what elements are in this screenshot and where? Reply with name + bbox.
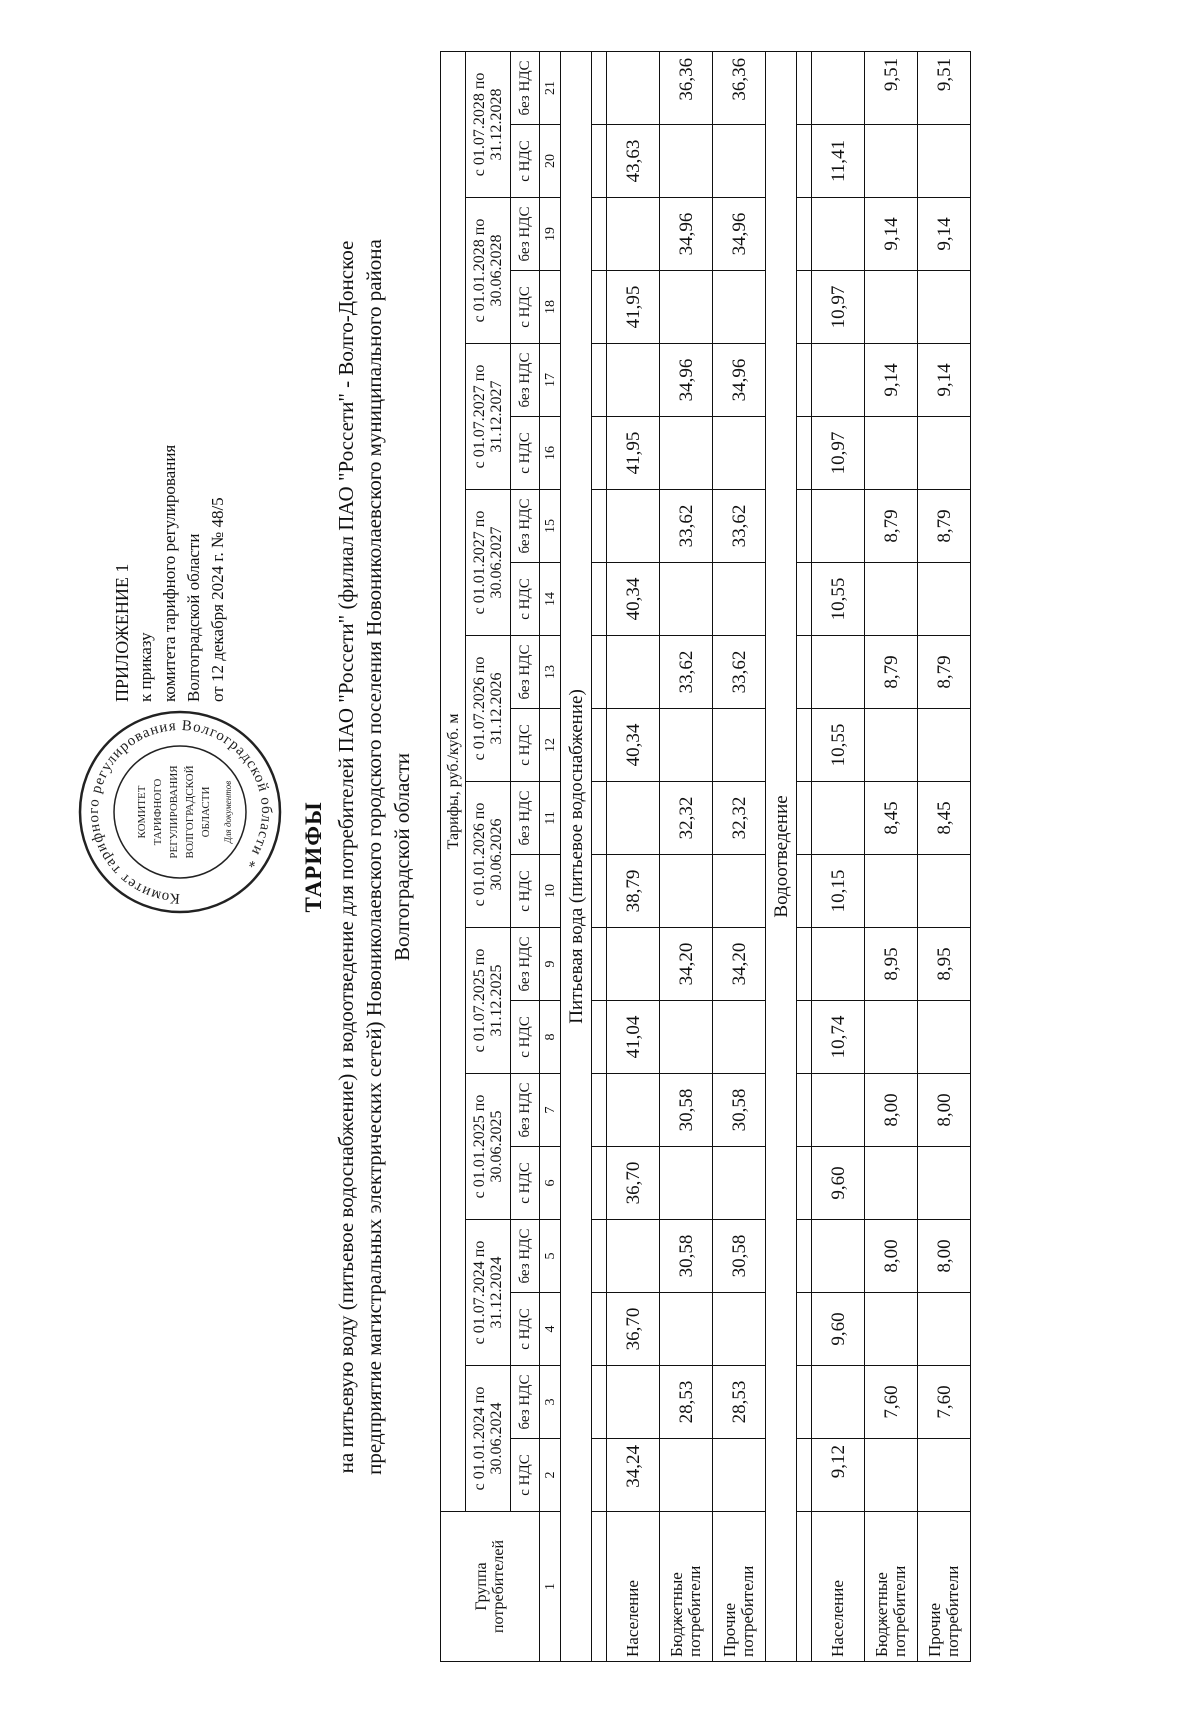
empty-cell — [797, 709, 812, 782]
tariff-value-cell — [918, 1147, 971, 1220]
empty-cell — [797, 271, 812, 344]
tariff-value-cell — [607, 928, 660, 1001]
empty-cell — [797, 1220, 812, 1293]
empty-cell — [592, 490, 607, 563]
column-number: 18 — [540, 271, 561, 344]
tariff-value-cell: 8,00 — [918, 1074, 971, 1147]
tariff-value-cell: 34,20 — [660, 928, 713, 1001]
section-row — [561, 51, 592, 1661]
tariff-value-cell: 28,53 — [713, 1366, 766, 1439]
header-row-numbers — [540, 51, 561, 1661]
tariff-value-cell — [660, 563, 713, 636]
without-vat-header: без НДС — [511, 1074, 540, 1147]
period-header: с 01.07.2024 по 31.12.2024 — [466, 1220, 511, 1366]
tariff-value-cell — [918, 1001, 971, 1074]
tariff-value-cell: 36,70 — [607, 1293, 660, 1366]
empty-cell — [592, 125, 607, 198]
tariff-value-cell — [660, 1293, 713, 1366]
tariff-value-cell — [713, 563, 766, 636]
tariff-value-cell — [713, 271, 766, 344]
tariff-value-cell: 8,79 — [865, 636, 918, 709]
empty-cell — [592, 1074, 607, 1147]
tariff-value-cell — [607, 782, 660, 855]
period-header: с 01.01.2027 по 30.06.2027 — [466, 490, 511, 636]
table-row — [660, 51, 713, 1661]
empty-cell — [797, 1001, 812, 1074]
tariff-value-cell — [713, 1439, 766, 1512]
tariffs-table — [440, 51, 971, 1662]
with-vat-header: с НДС — [511, 709, 540, 782]
empty-cell — [592, 1220, 607, 1293]
tariff-value-cell: 28,53 — [660, 1366, 713, 1439]
tariff-value-cell: 33,62 — [660, 490, 713, 563]
without-vat-header: без НДС — [511, 1366, 540, 1439]
period-header: с 01.01.2024 по 30.06.2024 — [466, 1366, 511, 1512]
tariff-value-cell: 9,51 — [918, 51, 971, 124]
tariff-value-cell: 34,24 — [607, 1439, 660, 1512]
group-header: Группа потребителей — [441, 1512, 540, 1662]
consumer-group-cell: Бюджетные потребители — [865, 1512, 918, 1662]
empty-cell — [797, 490, 812, 563]
table-row — [713, 51, 766, 1661]
empty-cell — [797, 928, 812, 1001]
column-number: 9 — [540, 928, 561, 1001]
tariff-value-cell: 30,58 — [713, 1220, 766, 1293]
tariff-value-cell: 33,62 — [713, 636, 766, 709]
empty-cell — [797, 1074, 812, 1147]
empty-cell — [797, 636, 812, 709]
column-number: 21 — [540, 51, 561, 124]
tariff-value-cell: 9,14 — [865, 344, 918, 417]
tariff-value-cell: 10,55 — [812, 709, 865, 782]
column-number: 17 — [540, 344, 561, 417]
tariff-value-cell — [918, 1293, 971, 1366]
tariff-value-cell: 36,70 — [607, 1147, 660, 1220]
tariff-value-cell — [918, 563, 971, 636]
tariff-value-cell: 9,60 — [812, 1293, 865, 1366]
title-heading: ТАРИФЫ — [301, 801, 326, 913]
appendix-heading: ПРИЛОЖЕНИЕ 1 — [112, 563, 132, 702]
column-number: 6 — [540, 1147, 561, 1220]
tariff-value-cell: 9,14 — [865, 198, 918, 271]
empty-cell — [592, 1366, 607, 1439]
tariff-value-cell: 8,79 — [918, 490, 971, 563]
stamp-bottom-text: Для документов — [223, 780, 233, 844]
table-row — [607, 51, 660, 1661]
tariff-value-cell — [660, 1001, 713, 1074]
tariff-value-cell — [607, 198, 660, 271]
empty-cell — [797, 855, 812, 928]
tariff-value-cell: 10,74 — [812, 1001, 865, 1074]
tariff-value-cell: 10,97 — [812, 271, 865, 344]
stamp-center-line: КОМИТЕТ — [136, 785, 148, 839]
tariff-value-cell — [660, 271, 713, 344]
consumer-group-cell: Прочие потребители — [918, 1512, 971, 1662]
tariff-value-cell — [660, 855, 713, 928]
tariff-value-cell: 9,51 — [865, 51, 918, 124]
without-vat-header: без НДС — [511, 636, 540, 709]
column-number: 5 — [540, 1220, 561, 1293]
period-header: с 01.07.2026 по 31.12.2026 — [466, 636, 511, 782]
section-title: Питьевая вода (питьевое водоснабжение) — [561, 51, 592, 1661]
tariff-value-cell — [607, 1074, 660, 1147]
empty-cell — [592, 928, 607, 1001]
tariff-value-cell: 9,14 — [918, 198, 971, 271]
empty-cell — [797, 125, 812, 198]
tariff-value-cell: 33,62 — [660, 636, 713, 709]
tariff-value-cell — [865, 1439, 918, 1512]
with-vat-header: с НДС — [511, 1147, 540, 1220]
tariff-value-cell: 7,60 — [918, 1366, 971, 1439]
empty-cell — [797, 344, 812, 417]
tariff-value-cell — [607, 1220, 660, 1293]
with-vat-header: с НДС — [511, 563, 540, 636]
tariff-value-cell — [865, 1147, 918, 1220]
tariff-value-cell: 36,36 — [660, 51, 713, 124]
column-number: 2 — [540, 1439, 561, 1512]
tariffs-body — [561, 51, 971, 1661]
empty-cell — [592, 563, 607, 636]
empty-cell — [797, 417, 812, 490]
appendix-line-1: к приказу — [136, 632, 155, 702]
tariff-value-cell: 34,96 — [660, 344, 713, 417]
tariff-value-cell: 8,00 — [865, 1220, 918, 1293]
tariff-value-cell — [713, 417, 766, 490]
empty-cell — [592, 198, 607, 271]
table-row — [865, 51, 918, 1661]
table-row — [918, 51, 971, 1661]
tariff-value-cell — [865, 563, 918, 636]
tariff-value-cell — [918, 709, 971, 782]
column-number: 14 — [540, 563, 561, 636]
tariff-value-cell — [713, 855, 766, 928]
tariff-value-cell: 41,95 — [607, 271, 660, 344]
tariff-value-cell — [812, 198, 865, 271]
tariff-value-cell — [865, 1293, 918, 1366]
empty-cell — [797, 1366, 812, 1439]
empty-cell — [592, 1439, 607, 1512]
header-row-vat — [511, 51, 540, 1661]
tariff-value-cell: 40,34 — [607, 709, 660, 782]
tariff-value-cell — [713, 125, 766, 198]
tariff-value-cell — [607, 1366, 660, 1439]
empty-cell — [797, 1439, 812, 1512]
without-vat-header: без НДС — [511, 490, 540, 563]
without-vat-header: без НДС — [511, 1220, 540, 1293]
empty-cell — [797, 1512, 812, 1662]
appendix-line-2: комитета тарифного регулирования — [160, 444, 179, 702]
empty-cell — [797, 563, 812, 636]
tariff-value-cell: 10,15 — [812, 855, 865, 928]
empty-cell — [592, 1147, 607, 1220]
tariff-value-cell: 30,58 — [713, 1074, 766, 1147]
column-number: 11 — [540, 782, 561, 855]
tariff-value-cell: 8,95 — [918, 928, 971, 1001]
period-header: с 01.01.2028 по 30.06.2028 — [466, 198, 511, 344]
with-vat-header: с НДС — [511, 417, 540, 490]
table-row — [812, 51, 865, 1661]
stamp-center-line: ВОЛГОГРАДСКОЙ — [184, 765, 196, 859]
tariff-value-cell — [713, 709, 766, 782]
with-vat-header: с НДС — [511, 855, 540, 928]
header-row-top — [441, 51, 466, 1661]
tariff-value-cell: 8,00 — [865, 1074, 918, 1147]
column-number: 3 — [540, 1366, 561, 1439]
tariff-value-cell: 9,60 — [812, 1147, 865, 1220]
column-number: 10 — [540, 855, 561, 928]
column-number: 19 — [540, 198, 561, 271]
empty-cell — [592, 344, 607, 417]
tariff-value-cell: 36,36 — [713, 51, 766, 124]
tariff-value-cell — [660, 125, 713, 198]
tariff-value-cell — [812, 344, 865, 417]
column-number: 7 — [540, 1074, 561, 1147]
tariff-value-cell: 9,14 — [918, 344, 971, 417]
empty-cell — [797, 782, 812, 855]
without-vat-header: без НДС — [511, 344, 540, 417]
tariff-value-cell — [865, 709, 918, 782]
empty-cell — [592, 636, 607, 709]
tariff-value-cell: 34,96 — [713, 344, 766, 417]
tariff-value-cell — [812, 490, 865, 563]
with-vat-header: с НДС — [511, 1439, 540, 1512]
with-vat-header: с НДС — [511, 1001, 540, 1074]
appendix-block — [110, 282, 230, 702]
tariff-value-cell — [918, 1439, 971, 1512]
tariff-value-cell — [865, 125, 918, 198]
spacer-row — [797, 51, 812, 1661]
appendix-line-3: Волгоградской области — [184, 533, 203, 702]
tariff-value-cell — [865, 855, 918, 928]
tariff-value-cell — [918, 271, 971, 344]
tariff-value-cell: 8,79 — [918, 636, 971, 709]
title-line-2: предприятие магистральных электрических сетей) Новониколаевского городского поселения Новониколаевского муниципального района — [362, 239, 386, 1475]
column-number: 13 — [540, 636, 561, 709]
period-header: с 01.01.2025 по 30.06.2025 — [466, 1074, 511, 1220]
empty-cell — [797, 1147, 812, 1220]
tariff-value-cell: 30,58 — [660, 1074, 713, 1147]
without-vat-header: без НДС — [511, 928, 540, 1001]
tariff-value-cell — [607, 636, 660, 709]
tariff-value-cell: 10,55 — [812, 563, 865, 636]
tariff-value-cell: 7,60 — [865, 1366, 918, 1439]
period-header: с 01.07.2027 по 31.12.2027 — [466, 344, 511, 490]
tariff-value-cell: 8,95 — [865, 928, 918, 1001]
tariff-value-cell: 9,12 — [812, 1439, 865, 1512]
empty-cell — [592, 1001, 607, 1074]
empty-cell — [592, 51, 607, 124]
empty-cell — [592, 271, 607, 344]
period-header: с 01.01.2026 по 30.06.2026 — [466, 782, 511, 928]
empty-cell — [592, 1293, 607, 1366]
with-vat-header: с НДС — [511, 1293, 540, 1366]
empty-cell — [592, 1512, 607, 1662]
with-vat-header: с НДС — [511, 271, 540, 344]
column-number: 16 — [540, 417, 561, 490]
column-number: 8 — [540, 1001, 561, 1074]
tariff-value-cell — [812, 928, 865, 1001]
document-title — [300, 52, 416, 1662]
tariff-value-cell — [918, 125, 971, 198]
empty-cell — [797, 1293, 812, 1366]
column-number: 20 — [540, 125, 561, 198]
tariff-value-cell: 30,58 — [660, 1220, 713, 1293]
tariff-value-cell: 34,20 — [713, 928, 766, 1001]
tariffs-header: Тарифы, руб./куб. м — [441, 51, 466, 1511]
tariff-value-cell: 8,79 — [865, 490, 918, 563]
tariff-value-cell: 40,34 — [607, 563, 660, 636]
section-title: Водоотведение — [766, 51, 797, 1661]
tariff-value-cell — [660, 1147, 713, 1220]
without-vat-header: без НДС — [511, 782, 540, 855]
column-number: 4 — [540, 1293, 561, 1366]
tariff-value-cell: 11,41 — [812, 125, 865, 198]
tariff-value-cell — [713, 1001, 766, 1074]
tariff-value-cell: 41,04 — [607, 1001, 660, 1074]
tariff-value-cell: 10,97 — [812, 417, 865, 490]
tariff-value-cell: 34,96 — [660, 198, 713, 271]
tariff-value-cell — [812, 782, 865, 855]
tariff-value-cell — [660, 1439, 713, 1512]
empty-cell — [592, 782, 607, 855]
tariff-value-cell — [865, 271, 918, 344]
tariff-value-cell: 8,45 — [865, 782, 918, 855]
tariff-value-cell — [812, 636, 865, 709]
tariff-value-cell: 43,63 — [607, 125, 660, 198]
tariff-value-cell — [713, 1147, 766, 1220]
tariff-value-cell: 32,32 — [660, 782, 713, 855]
tariff-value-cell: 8,45 — [918, 782, 971, 855]
tariff-value-cell — [918, 417, 971, 490]
tariff-value-cell — [812, 51, 865, 124]
tariff-value-cell — [812, 1220, 865, 1293]
empty-cell — [592, 855, 607, 928]
header-row-periods — [466, 51, 511, 1661]
with-vat-header: с НДС — [511, 125, 540, 198]
title-line-3: Волгоградской области — [390, 752, 414, 962]
tariff-value-cell: 38,79 — [607, 855, 660, 928]
consumer-group-cell: Бюджетные потребители — [660, 1512, 713, 1662]
stamp-center-line: ТАРИФНОГО — [152, 778, 164, 846]
period-header: с 01.07.2025 по 31.12.2025 — [466, 928, 511, 1074]
column-number: 15 — [540, 490, 561, 563]
tariff-value-cell — [607, 344, 660, 417]
tariff-value-cell — [865, 417, 918, 490]
section-row — [766, 51, 797, 1661]
column-number: 12 — [540, 709, 561, 782]
tariff-value-cell — [918, 855, 971, 928]
tariff-value-cell: 32,32 — [713, 782, 766, 855]
consumer-group-cell: Население — [607, 1512, 660, 1662]
consumer-group-cell: Население — [812, 1512, 865, 1662]
column-number: 1 — [540, 1512, 561, 1662]
tariff-value-cell: 34,96 — [713, 198, 766, 271]
tariff-value-cell — [607, 51, 660, 124]
empty-cell — [592, 417, 607, 490]
tariff-value-cell: 41,95 — [607, 417, 660, 490]
tariff-value-cell — [812, 1074, 865, 1147]
tariff-value-cell — [660, 709, 713, 782]
title-line-1: на питьевую воду (питьевое водоснабжение) и водоотведение для потребителей ПАО "Россети" (филиал ПАО "Россети" - Волго-Донское — [334, 240, 358, 1474]
without-vat-header: без НДС — [511, 51, 540, 124]
tariff-value-cell — [713, 1293, 766, 1366]
period-header: с 01.07.2028 по 31.12.2028 — [466, 51, 511, 197]
stamp-center — [136, 765, 233, 859]
stamp-center-line: РЕГУЛИРОВАНИЯ — [168, 765, 180, 859]
tariff-value-cell — [812, 1366, 865, 1439]
tariff-value-cell — [660, 417, 713, 490]
appendix-line-4: от 12 декабря 2024 г. № 48/5 — [208, 497, 227, 702]
tariff-value-cell: 8,00 — [918, 1220, 971, 1293]
empty-cell — [797, 51, 812, 124]
tariff-value-cell — [607, 490, 660, 563]
empty-cell — [592, 709, 607, 782]
empty-cell — [797, 198, 812, 271]
tariff-value-cell: 33,62 — [713, 490, 766, 563]
stamp-ring-text: Комитет тарифного регулирования Волгоградской области * — [85, 717, 275, 907]
spacer-row — [592, 51, 607, 1661]
without-vat-header: без НДС — [511, 198, 540, 271]
official-stamp — [75, 707, 285, 917]
tariff-value-cell — [865, 1001, 918, 1074]
stamp-center-line: ОБЛАСТИ — [200, 786, 212, 838]
consumer-group-cell: Прочие потребители — [713, 1512, 766, 1662]
